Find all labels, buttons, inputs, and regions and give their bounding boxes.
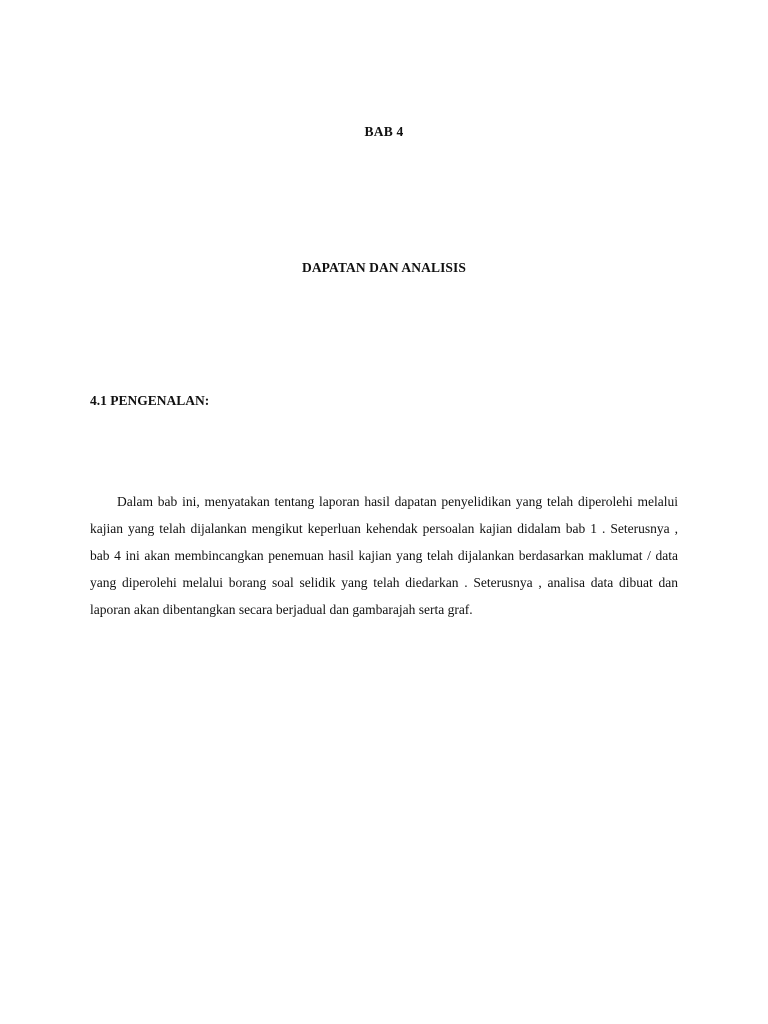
chapter-number: BAB 4 bbox=[364, 124, 404, 139]
body-paragraph: Dalam bab ini, menyatakan tentang laporan hasil dapatan penyelidikan yang telah diperolehi melalui kajian yang telah dijalankan mengikut keperluan kehendak persoalan kajian didalam bab 1 . Seterusnya , bab 4 ini akan membincangkan penemuan hasil kajian yang telah dijalankan berdasarkan maklumat / data yang diperolehi melalui borang soal selidik yang telah diedarkan . Seterusnya , analisa data dibuat dan laporan akan dibentangkan secara berjadual dan gambarajah serta graf. bbox=[90, 494, 678, 617]
chapter-title: DAPATAN DAN ANALISIS bbox=[301, 260, 467, 275]
section-heading: 4.1 PENGENALAN: bbox=[90, 393, 210, 408]
